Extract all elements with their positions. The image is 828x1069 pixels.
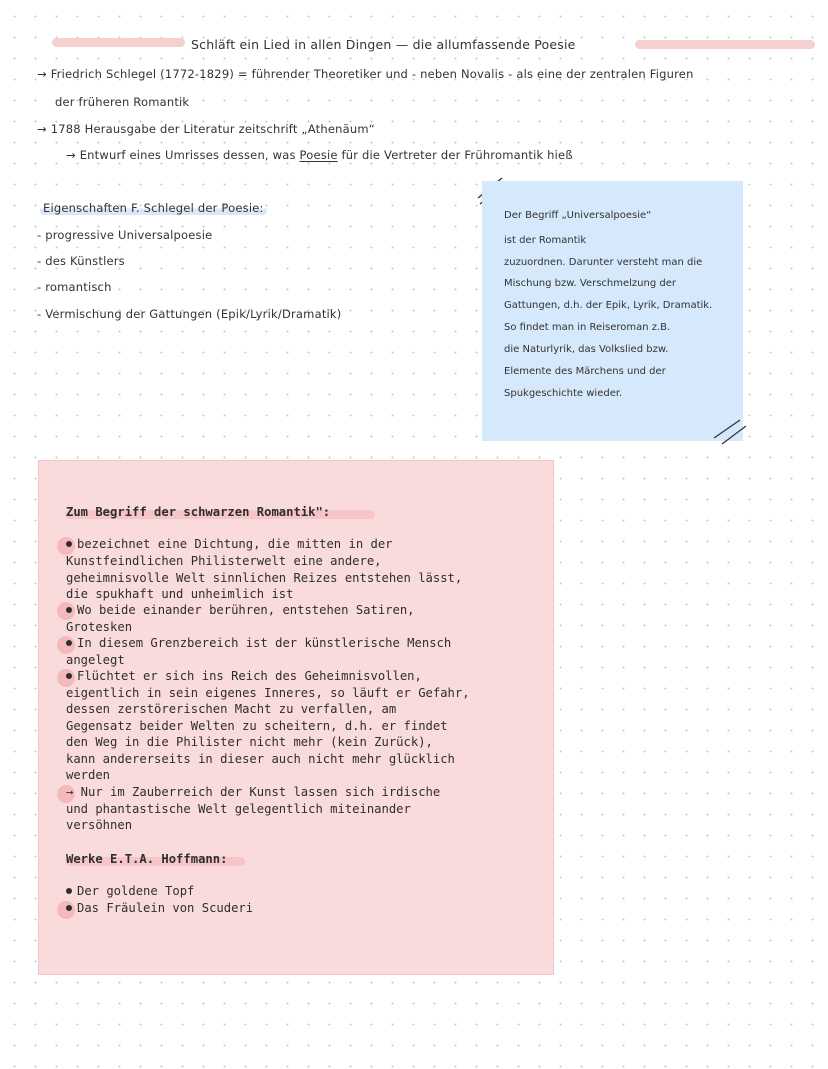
- conclusion-line: → Nur im Zauberreich der Kunst lassen sich irdische: [66, 785, 441, 799]
- universalpoesie-note: [482, 181, 743, 441]
- intro-line-4: [66, 148, 573, 162]
- bullet-dot: [66, 905, 72, 911]
- bullet-dot: [66, 673, 72, 679]
- intro-line-3: → 1788 Herausgabe der Literatur zeitschrift „Athenäum“: [37, 122, 375, 136]
- work-item: [66, 884, 194, 898]
- black-romanticism-heading: Zum Begriff der schwarzen Romantik":: [66, 505, 331, 519]
- title-accent-right: [635, 40, 815, 49]
- poesie-underlined-word: Poesie: [299, 148, 338, 162]
- bullet-continuation: Gegensatz beider Welten zu scheitern, d.h. er findet: [66, 719, 448, 733]
- bullet-continuation: kann andererseits in dieser auch nicht mehr glücklich: [66, 752, 455, 766]
- bullet-continuation: angelegt: [66, 653, 125, 667]
- note-line: Der Begriff „Universalpoesie“: [504, 210, 652, 221]
- property-item: - des Künstlers: [37, 254, 125, 268]
- bullet-line: [66, 669, 422, 683]
- note-line: Elemente des Märchens und der: [504, 366, 666, 377]
- bullet-text: In diesem Grenzbereich ist der künstlerische Mensch: [77, 636, 452, 650]
- conclusion-line: und phantastische Welt gelegentlich miteinander: [66, 802, 411, 816]
- work-title: Das Fräulein von Scuderi: [77, 901, 254, 915]
- intro-line-1: → Friedrich Schlegel (1772-1829) = führender Theoretiker und - neben Novalis - als eine der zentralen Figuren: [37, 67, 694, 81]
- note-line: Spukgeschichte wieder.: [504, 388, 623, 399]
- note-line: Mischung bzw. Verschmelzung der: [504, 278, 676, 289]
- bullet-continuation: die spukhaft und unheimlich ist: [66, 587, 294, 601]
- bullet-dot: [66, 640, 72, 646]
- property-item: - romantisch: [37, 280, 112, 294]
- bullet-continuation: dessen zerstörerischen Macht zu verfallen, am: [66, 702, 397, 716]
- work-title: Der goldene Topf: [77, 884, 195, 898]
- black-romanticism-box: [38, 460, 554, 975]
- bullet-text: Flüchtet er sich ins Reich des Geheimnisvollen,: [77, 669, 422, 683]
- note-line: So findet man in Reiseroman z.B.: [504, 322, 671, 333]
- property-item: - Vermischung der Gattungen (Epik/Lyrik/Dramatik): [37, 307, 342, 321]
- bullet-continuation: Grotesken: [66, 620, 133, 634]
- bullet-line: [66, 537, 393, 551]
- bullet-dot: [66, 541, 72, 547]
- note-corner-strokes-bottom: [710, 414, 750, 450]
- work-item: [66, 901, 253, 915]
- bullet-continuation: den Weg in die Philister nicht mehr (kein Zurück),: [66, 735, 433, 749]
- note-line: Gattungen, d.h. der Epik, Lyrik, Dramatik.: [504, 300, 713, 311]
- property-item: - progressive Universalpoesie: [37, 228, 213, 242]
- works-heading: Werke E.T.A. Hoffmann:: [66, 852, 228, 866]
- note-line: zuzuordnen. Darunter versteht man die: [504, 257, 703, 268]
- page-title: Schläft ein Lied in allen Dingen — die allumfassende Poesie: [191, 37, 576, 52]
- title-accent-left: [52, 38, 185, 47]
- bullet-text: bezeichnet eine Dichtung, die mitten in der: [77, 537, 393, 551]
- properties-heading-text: Eigenschaften F. Schlegel der Poesie:: [40, 201, 267, 215]
- note-line: ist der Romantik: [504, 235, 587, 246]
- note-line: die Naturlyrik, das Volkslied bzw.: [504, 344, 669, 355]
- conclusion-line: versöhnen: [66, 818, 133, 832]
- bullet-line: [66, 636, 451, 650]
- bullet-line: [66, 603, 415, 617]
- bullet-text: Wo beide einander berühren, entstehen Satiren,: [77, 603, 415, 617]
- bullet-dot: [66, 607, 72, 613]
- bullet-continuation: Kunstfeindlichen Philisterwelt eine andere,: [66, 554, 382, 568]
- intro-line-4-prefix: → Entwurf eines Umrisses dessen, was: [66, 148, 300, 162]
- properties-heading: [40, 201, 267, 215]
- intro-line-2: der früheren Romantik: [55, 95, 190, 109]
- bullet-continuation: eigentlich in sein eigenes Inneres, so läuft er Gefahr,: [66, 686, 470, 700]
- bullet-dot: [66, 888, 72, 894]
- intro-line-4-suffix: für die Vertreter der Frühromantik hieß: [337, 148, 573, 162]
- bullet-continuation: werden: [66, 768, 111, 782]
- bullet-continuation: geheimnisvolle Welt sinnlichen Reizes entstehen lässt,: [66, 571, 463, 585]
